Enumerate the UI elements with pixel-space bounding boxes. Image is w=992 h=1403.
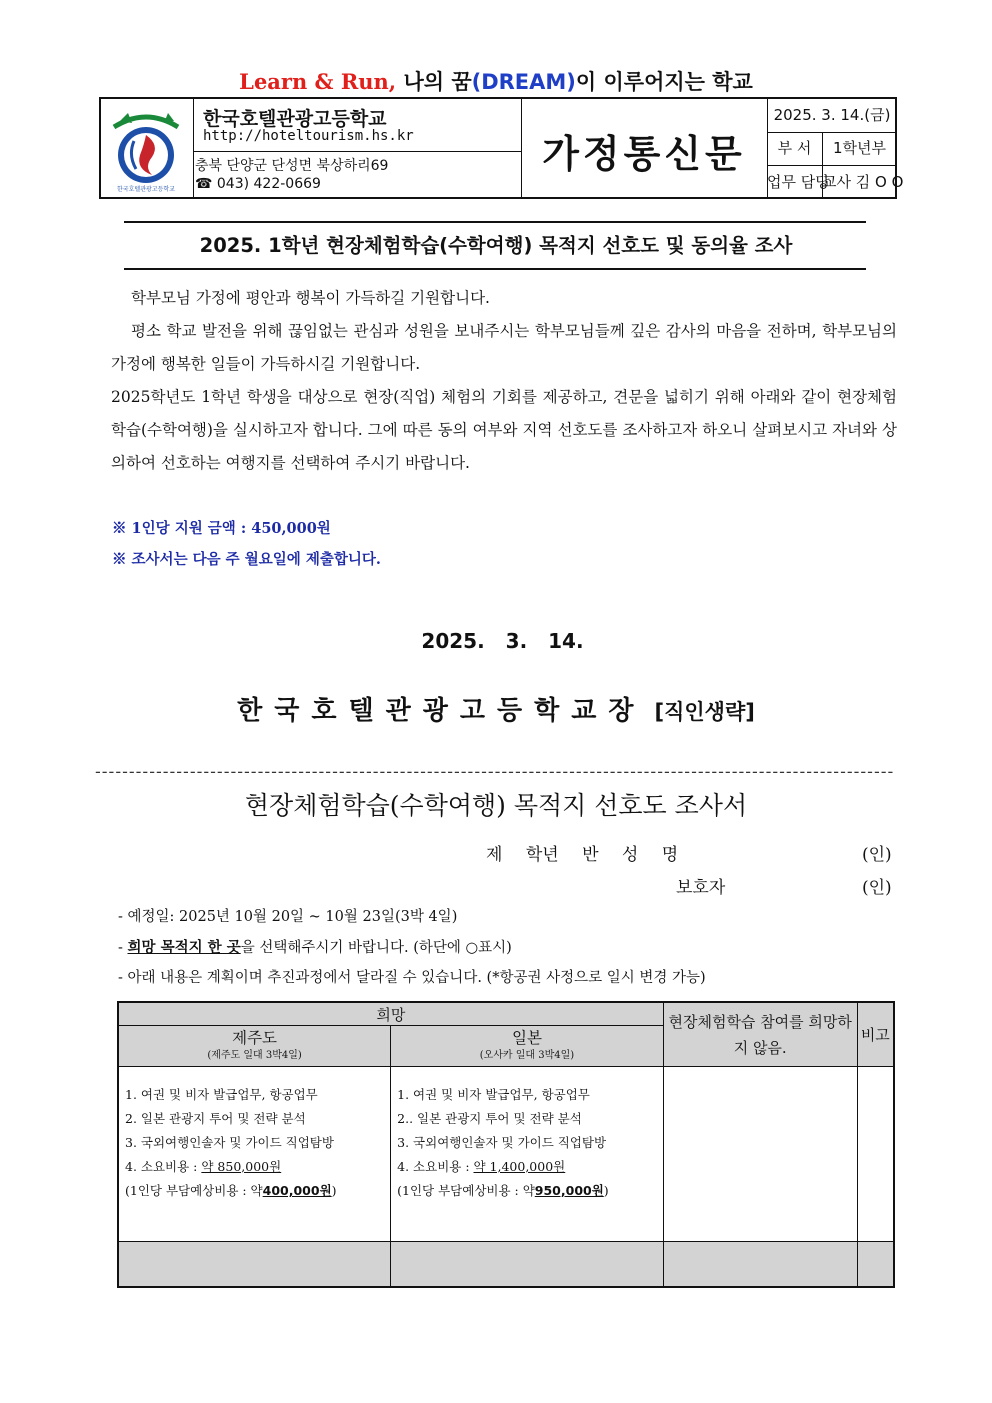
instruction-rest: 을 선택해주시기 바랍니다. (하단에 ○표시) [240,940,512,956]
letterhead [99,97,904,199]
option-japan-name: 일본 [511,1029,542,1047]
purpose-paragraph: 2025학년도 1학년 학생을 대상으로 현장(직업) 체험의 기회를 제공하고, 견문을 넓히기 위해 아래와 같이 현장체험학습(수학여행)을 실시하고자 합니다. 그에 따른 동의 여부와 지역 선호도를 조사하고자 하오니 살펴보시고 자녀와 상의하여 선호하는 여행지를 선택하여 주시기 바랍니다. [111,388,897,472]
dept-label: 부 서 [767,132,823,165]
option-jeju-details [118,1067,391,1242]
decline-header: 현장체험학습 참여를 희망하지 않음. [663,1002,857,1067]
school-address: 충북 단양군 단성면 북상하리69 [195,158,389,174]
support-amount-note: ※ 1인당 지원 금액 : 450,000원 [112,520,331,537]
burden-line [125,1179,390,1203]
detail-line: 3. 국외여행인솔자 및 가이드 직업탐방 [397,1135,607,1150]
cost-value: 약 1,400,000원 [473,1159,566,1174]
survey-table [117,1001,895,1288]
burden-label: (1인당 부담예상비용 : 약 [125,1183,263,1198]
student-seal: (인) [862,845,892,865]
issue-date: 2025. 3. 14. [421,629,584,653]
thanks-paragraph: 평소 학교 발전을 위해 끊임없는 관심과 성원을 보내주시는 학부모님들께 깊은 감사의 마음을 전하며, 학부모님의 가정에 행복한 일들이 가득하시길 기원합니다. [111,322,897,373]
disclaimer-bullet: - 아래 내용은 계획이며 추진과정에서 달라질 수 있습니다. (*항공권 사정으로 일시 변경 가능) [118,970,706,986]
select-japan-cell[interactable] [391,1242,664,1288]
notice-title: 2025. 1학년 현장체험학습(수학여행) 목적지 선호도 및 동의율 조사 [199,234,793,257]
principal-name: 한국호텔관광고등학교장 [237,696,646,726]
remarks-entry-cell[interactable] [857,1242,894,1288]
seal-omitted: [직인생략] [654,700,755,724]
burden-label: (1인당 부담예상비용 : 약 [397,1183,535,1198]
school-url[interactable]: http://hoteltourism.hs.kr [203,128,414,144]
detail-line: 1. 여권 및 비자 발급업무, 항공업무 [397,1087,590,1102]
newsletter-title: 가정통신문 [542,132,746,176]
detail-line: 1. 여권 및 비자 발급업무, 항공업무 [125,1087,318,1102]
burden-line [397,1179,663,1203]
title-rule-top [124,221,866,223]
slogan-dream-prefix: 나의 꿈 [403,70,472,94]
cut-line [95,762,895,781]
slogan-learn-run: Learn & Run, [239,69,397,94]
detail-line: 2. 일본 관광지 투어 및 전략 분석 [125,1111,306,1126]
option-jeju-name: 제주도 [232,1029,278,1047]
guardian-label: 보호자 [676,878,726,898]
dept-value: 1학년부 [832,139,886,157]
instruction-emphasis: 희망 목적지 한 곳 [127,939,241,956]
detail-line: 3. 국외여행인솔자 및 가이드 직업탐방 [125,1135,334,1150]
school-phone: ☎ 043) 422-0669 [195,176,321,192]
burden-close: ) [331,1183,337,1198]
cost-label: 4. 소요비용 : [125,1159,202,1174]
instruction-bullet [118,936,512,957]
option-japan-sub: (오사카 일대 3박4일) [479,1050,575,1061]
title-cell [521,99,768,197]
option-jeju-sub: (제주도 일대 3박4일) [207,1050,302,1061]
principal-line [0,690,992,727]
staff-row [767,166,904,199]
cost-value: 약 850,000원 [201,1159,282,1174]
svg-text:한국호텔관광고등학교: 한국호텔관광고등학교 [117,186,175,193]
select-jeju-cell[interactable] [118,1242,391,1288]
decline-details [663,1067,857,1242]
option-japan-details [391,1067,664,1242]
remarks-details [857,1067,894,1242]
burden-value: 950,000원 [534,1183,604,1198]
staff-value: 교사 김 O O [822,173,904,191]
preference-header: 희망 [118,1002,663,1026]
guardian-seal: (인) [862,878,892,898]
slogan-suffix: 이 이루어지는 학교 [575,70,753,94]
school-name: 한국호텔관광고등학교 [203,108,387,130]
select-decline-cell[interactable] [663,1242,857,1288]
slogan-dream: (DREAM) [471,70,576,94]
slogan [0,66,992,96]
issue-date-cell: 2025. 3. 14.(금) [767,99,897,133]
student-sign-line: 제 학년 반 성 명 [486,845,679,865]
school-info [193,99,522,197]
school-emblem-icon [106,105,186,193]
burden-value: 400,000원 [262,1183,332,1198]
schedule-bullet: - 예정일: 2025년 10월 20일 ~ 10월 23일(3박 4일) [118,909,458,925]
instruction-prefix: - [118,940,128,956]
logo-cell [101,99,194,197]
title-rule-bottom [124,268,866,270]
deadline-note: ※ 조사서는 다음 주 월요일에 제출합니다. [112,551,381,568]
greeting-paragraph: 학부모님 가정에 평안과 행복이 가득하길 기원합니다. [131,289,490,307]
detail-line: 2.. 일본 관광지 투어 및 전략 분석 [397,1111,582,1126]
cost-label: 4. 소요비용 : [397,1159,474,1174]
burden-close: ) [603,1183,609,1198]
option-jeju-header [118,1026,391,1067]
dept-row [767,132,897,166]
remarks-header: 비고 [857,1002,894,1067]
staff-label: 업무 담당 [767,166,823,199]
cost-line [397,1155,663,1179]
cost-line [125,1155,390,1179]
option-japan-header [391,1026,664,1067]
survey-title: 현장체험학습(수학여행) 목적지 선호도 조사서 [244,791,748,820]
